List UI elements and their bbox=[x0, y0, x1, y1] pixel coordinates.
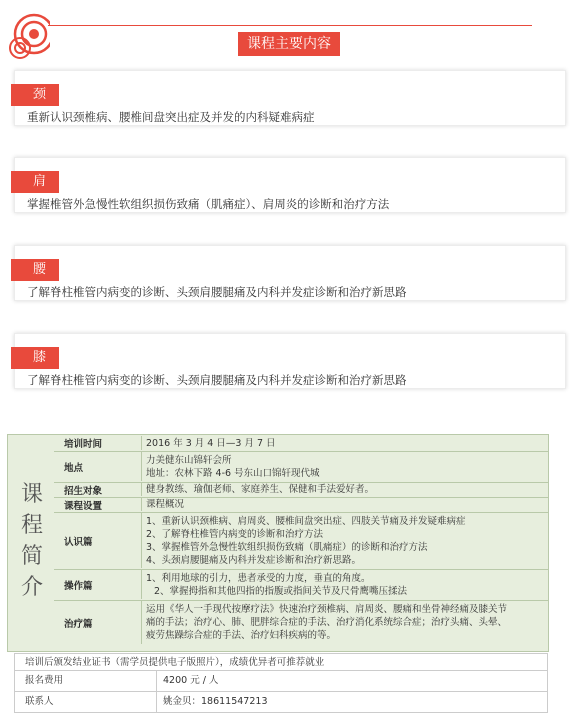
intro-row-value bbox=[146, 570, 544, 599]
intro-row-line: 地址：农林下路 4-6 号东山口锦轩现代城 bbox=[146, 467, 320, 479]
course-description: 重新认识颈椎病、腰椎间盘突出症及并发的内科疑难病症 bbox=[27, 110, 315, 124]
course-card-shoulder bbox=[14, 157, 566, 213]
intro-row-line: 疲劳焦躁综合症的手法、治疗妇科疾病的等。 bbox=[146, 630, 337, 641]
intro-row-line: 健身教练、瑜伽老师、家庭养生、保健和手法爱好者。 bbox=[146, 484, 375, 495]
page-title: 课程主要内容 bbox=[238, 32, 340, 56]
intro-side-title: 课 程 简 介 bbox=[20, 482, 43, 600]
intro-row-label: 培训时间 bbox=[54, 436, 142, 450]
intro-row-value bbox=[146, 452, 544, 481]
intro-row bbox=[54, 512, 548, 568]
certificate-note: 培训后颁发结业证书（需学员提供电子版照片），成绩优异者可推荐就业 bbox=[14, 653, 548, 671]
target-rings-logo-icon bbox=[4, 4, 50, 60]
fee-label: 报名费用 bbox=[15, 671, 157, 691]
intro-row-value bbox=[146, 498, 544, 511]
intro-row bbox=[54, 497, 548, 511]
intro-row-line: 2、了解脊柱椎管内病变的诊断和治疗方法 bbox=[146, 528, 324, 540]
intro-row-value bbox=[146, 513, 544, 568]
intro-row-line: 2、掌握拇指和其他四指的指腹或指间关节及尺骨鹰嘴压揉法 bbox=[154, 585, 408, 597]
intro-row-line: 1、利用地球的引力，患者承受的力度，垂直的角度。 bbox=[146, 572, 371, 584]
course-card-waist bbox=[14, 245, 566, 301]
intro-row bbox=[54, 482, 548, 496]
course-card-neck bbox=[14, 70, 566, 126]
intro-row-value bbox=[146, 483, 544, 496]
fee-row bbox=[14, 671, 548, 692]
intro-row-label: 地点 bbox=[54, 452, 142, 481]
intro-row bbox=[54, 600, 548, 644]
contact-row bbox=[14, 692, 548, 713]
intro-row-label: 认识篇 bbox=[54, 513, 142, 568]
intro-row-line: 力美健东山锦轩会所 bbox=[146, 454, 232, 466]
intro-row-label: 课程设置 bbox=[54, 498, 142, 511]
course-tag: 腰 bbox=[11, 259, 59, 281]
course-description: 掌握椎管外急慢性软组织损伤致痛（肌痛症）、肩周炎的诊断和治疗方法 bbox=[27, 197, 390, 211]
intro-row bbox=[54, 451, 548, 481]
fee-value: 4200 元 / 人 bbox=[163, 675, 219, 686]
intro-row-line: 3、掌握椎管外急慢性软组织损伤致痛（肌痛症）的诊断和治疗方法 bbox=[146, 541, 428, 553]
intro-row-value bbox=[146, 601, 544, 644]
course-description: 了解脊柱椎管内病变的诊断、头颈肩腰腿痛及内科并发症诊断和治疗新思路 bbox=[27, 285, 407, 299]
course-tag: 颈 bbox=[11, 84, 59, 106]
enrollment-table bbox=[14, 653, 548, 713]
course-card-knee bbox=[14, 333, 566, 389]
contact-label: 联系人 bbox=[15, 692, 157, 712]
intro-row-line: 2016 年 3 月 4 日—3 月 7 日 bbox=[146, 437, 276, 449]
intro-row-value bbox=[146, 436, 544, 450]
contact-value: 姚金贝：18611547213 bbox=[163, 696, 268, 707]
intro-row-line: 运用《华人一手现代按摩疗法》快速治疗颈椎病、肩周炎、腰痛和坐骨神经痛及膝关节 bbox=[146, 604, 508, 615]
course-tag: 肩 bbox=[11, 171, 59, 193]
intro-row-line: 课程概况 bbox=[146, 499, 185, 510]
intro-row bbox=[54, 569, 548, 599]
course-intro-table bbox=[7, 434, 549, 652]
intro-row-label: 操作篇 bbox=[54, 570, 142, 599]
header-divider bbox=[48, 25, 532, 26]
intro-row-label: 治疗篇 bbox=[54, 601, 142, 644]
intro-row bbox=[54, 436, 548, 450]
intro-row-line: 4、头颈肩腰腿痛及内科并发症诊断和治疗新思路。 bbox=[146, 554, 362, 566]
course-tag: 膝 bbox=[11, 347, 59, 369]
course-description: 了解脊柱椎管内病变的诊断、头颈肩腰腿痛及内科并发症诊断和治疗新思路 bbox=[27, 373, 407, 387]
intro-row-label: 招生对象 bbox=[54, 483, 142, 496]
intro-row-line: 痛的手法；治疗心、肺、肥胖综合症的手法、治疗消化系统综合症；治疗头痛、头晕、 bbox=[146, 617, 508, 628]
intro-row-line: 1、重新认识颈椎病、肩周炎、腰椎间盘突出症、四肢关节痛及并发疑难病症 bbox=[146, 515, 466, 527]
